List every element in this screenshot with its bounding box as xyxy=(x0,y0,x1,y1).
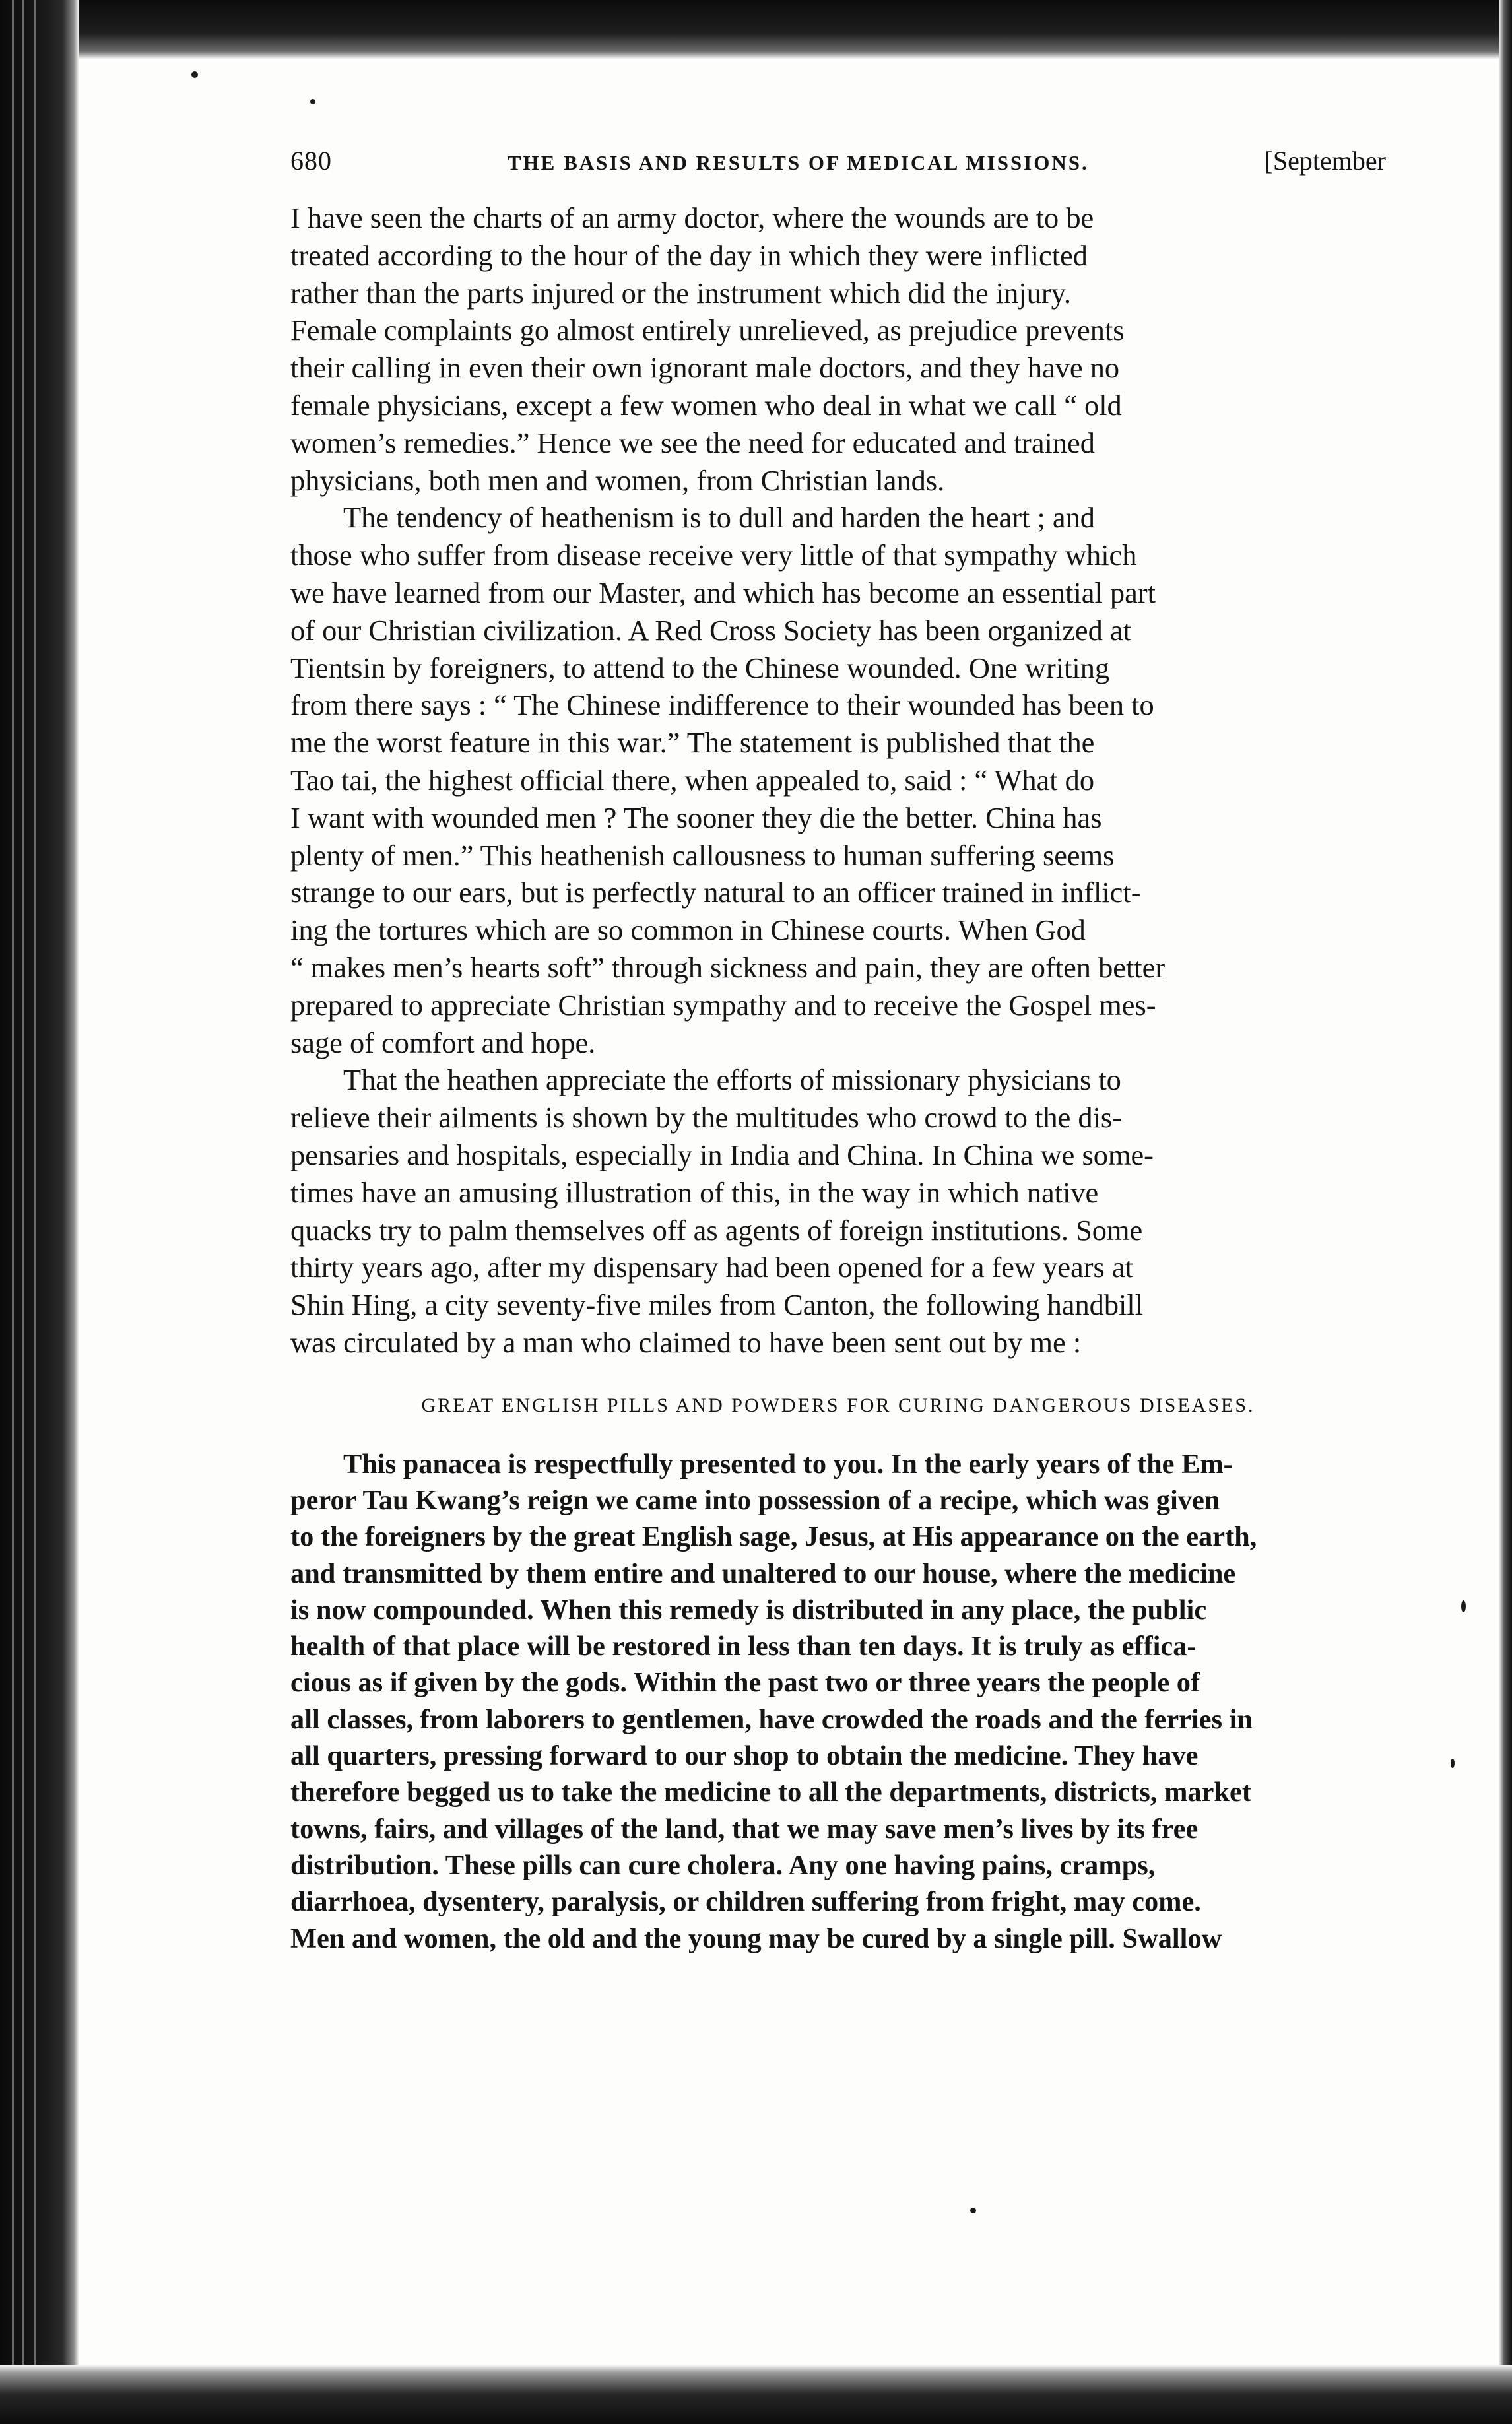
text-line: I have seen the charts of an army doctor, where the wounds are to be xyxy=(290,201,1094,234)
text-line: and transmitted by them entire and unaltered to our house, where the medicine xyxy=(290,1557,1236,1589)
text-line: their calling in even their own ignorant male doctors, and they have no xyxy=(290,351,1120,385)
text-line: I want with wounded men ? The sooner they die the better. China has xyxy=(290,801,1102,834)
paragraph-3 xyxy=(290,1061,1386,1361)
text-line: Tao tai, the highest official there, when appealed to, said : “ What do xyxy=(290,763,1095,797)
text-line: The tendency of heathenism is to dull and harden the heart ; and xyxy=(343,501,1095,535)
running-title: THE BASIS AND RESULTS OF MEDICAL MISSIONS. xyxy=(507,151,1089,174)
text-line: plenty of men.” This heathenish callousness to human suffering seems xyxy=(290,838,1115,872)
text-line: That the heathen appreciate the efforts of missionary physicians to xyxy=(343,1063,1121,1097)
page-number: 680 xyxy=(290,146,332,176)
text-line: physicians, both men and women, from Christian lands. xyxy=(290,463,945,497)
paragraph-1 xyxy=(290,199,1386,499)
text-line: of our Christian civilization. A Red Cross Society has been organized at xyxy=(290,613,1131,647)
text-line: me the worst feature in this war.” The statement is published that the xyxy=(290,726,1095,760)
text-line: quacks try to palm themselves off as agents of foreign institutions. Some xyxy=(290,1213,1143,1247)
text-line: distribution. These pills can cure cholera. Any one having pains, cramps, xyxy=(290,1849,1156,1881)
text-line: is now compounded. When this remedy is distributed in any place, the public xyxy=(290,1594,1207,1625)
scan-right-edge xyxy=(1499,0,1512,2424)
running-month: [September xyxy=(1264,146,1386,176)
scan-bottom-edge xyxy=(0,2365,1512,2424)
text-line: was circulated by a man who claimed to have been sent out by me : xyxy=(290,1325,1082,1359)
text-line: health of that place will be restored in less than ten days. It is truly as effica- xyxy=(290,1631,1197,1662)
scan-speck xyxy=(191,71,198,78)
text-line: all quarters, pressing forward to our shop to obtain the medicine. They have xyxy=(290,1740,1199,1772)
text-line: towns, fairs, and villages of the land, that we may save men’s lives by its free xyxy=(290,1813,1199,1845)
paragraph-2 xyxy=(290,499,1386,1061)
text-line: Tientsin by foreigners, to attend to the Chinese wounded. One writing xyxy=(290,651,1110,684)
text-line: sage of comfort and hope. xyxy=(290,1026,596,1059)
text-line: This panacea is respectfully presented to you. In the early years of the Em- xyxy=(343,1448,1233,1480)
scan-top-edge xyxy=(0,0,1512,59)
text-line: diarrhoea, dysentery, paralysis, or children suffering from fright, may come. xyxy=(290,1886,1201,1918)
text-line: relieve their ailments is shown by the multitudes who crowd to the dis- xyxy=(290,1101,1122,1134)
book-page xyxy=(290,145,1386,1957)
scan-speck xyxy=(1461,1600,1466,1612)
text-line: from there says : “ The Chinese indifference to their wounded has been to xyxy=(290,688,1154,722)
text-line: treated according to the hour of the day in which they were inflicted xyxy=(290,238,1088,272)
text-line: prepared to appreciate Christian sympathy and to receive the Gospel mes- xyxy=(290,988,1156,1022)
text-line: Female complaints go almost entirely unrelieved, as prejudice prevents xyxy=(290,313,1125,347)
text-line: rather than the parts injured or the instrument which did the injury. xyxy=(290,276,1072,310)
text-line: Shin Hing, a city seventy-five miles from Canton, the following handbill xyxy=(290,1288,1144,1322)
text-line: thirty years ago, after my dispensary had been opened for a few years at xyxy=(290,1251,1133,1284)
binding-line xyxy=(34,0,36,2424)
handbill-heading: GREAT ENGLISH PILLS AND POWDERS FOR CURING DANGEROUS DISEASES. xyxy=(421,1394,1255,1416)
scan-speck xyxy=(1451,1759,1455,1768)
running-head xyxy=(290,145,1386,185)
text-line: “ makes men’s hearts soft” through sickness and pain, they are often better xyxy=(290,950,1166,984)
text-line: pensaries and hospitals, especially in India and China. In China we some- xyxy=(290,1138,1154,1171)
text-line: ing the tortures which are so common in Chinese courts. When God xyxy=(290,913,1086,947)
text-line: those who suffer from disease receive very little of that sympathy which xyxy=(290,539,1137,572)
handbill-text xyxy=(290,1446,1386,1957)
binding-line xyxy=(12,0,14,2424)
scan-speck xyxy=(970,2208,976,2213)
text-line: therefore begged us to take the medicine to all the departments, districts, market xyxy=(290,1777,1251,1808)
text-line: to the foreigners by the great English sage, Jesus, at His appearance on the earth, xyxy=(290,1521,1257,1553)
text-line: Men and women, the old and the young may be cured by a single pill. Swallow xyxy=(290,1922,1222,1954)
scan-speck xyxy=(310,99,315,104)
binding-line xyxy=(22,0,24,2424)
text-line: women’s remedies.” Hence we see the need for educated and trained xyxy=(290,426,1095,459)
scan-binding-edge xyxy=(0,0,79,2424)
text-line: peror Tau Kwang’s reign we came into possession of a recipe, which was given xyxy=(290,1485,1220,1516)
text-line: we have learned from our Master, and which has become an essential part xyxy=(290,575,1156,609)
text-line: female physicians, except a few women who deal in what we call “ old xyxy=(290,388,1122,422)
text-line: all classes, from laborers to gentlemen, have crowded the roads and the ferries in xyxy=(290,1703,1253,1735)
text-line: times have an amusing illustration of this, in the way in which native xyxy=(290,1175,1099,1209)
text-line: cious as if given by the gods. Within the past two or three years the people of xyxy=(290,1667,1200,1699)
text-line: strange to our ears, but is perfectly natural to an officer trained in inflict- xyxy=(290,876,1141,909)
